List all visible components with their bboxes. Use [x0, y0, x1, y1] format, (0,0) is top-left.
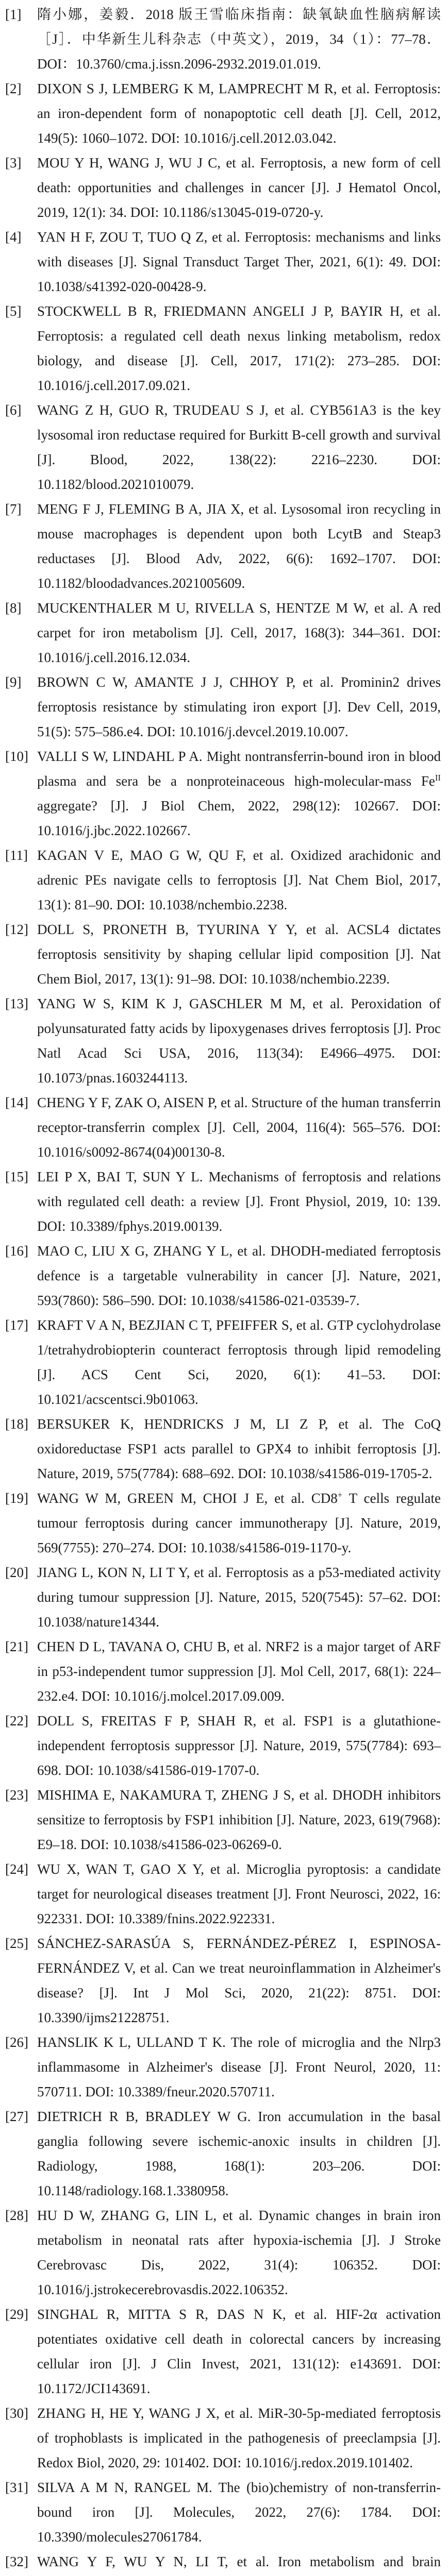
reference-item	[0, 2302, 441, 2401]
reference-text: YANG W S, KIM K J, GASCHLER M M, et al. Peroxidation of polyunsaturated fatty acids by lipoxygenases drives ferroptosis [J]. Proc Natl Acad Sci USA, 2016, 113(34): E4966–4975. DOI: 10.1073/pnas.1603244113.	[37, 996, 441, 1086]
reference-item	[0, 596, 441, 670]
reference-item	[0, 2401, 441, 2475]
reference-number: [4]	[5, 229, 22, 245]
reference-text: MAO C, LIU X G, ZHANG Y L, et al. DHODH-mediated ferroptosis defence is a targetable vulnerability in cancer [J]. Nature, 2021, 593(7860): 586–590. DOI: 10.1038/s41586-021-03539-7.	[37, 1243, 441, 1308]
reference-number: [18]	[5, 1416, 28, 1432]
reference-item	[0, 1313, 441, 1412]
reference-text: SILVA A M N, RANGEL M. The (bio)chemistry of non-transferrin-bound iron [J]. Molecules, 2022, 27(6): 1784. DOI: 10.3390/molecules27061784.	[37, 2480, 441, 2545]
reference-item	[0, 76, 441, 150]
reference-number: [20]	[5, 1565, 28, 1580]
reference-number: [7]	[5, 501, 22, 517]
reference-item	[0, 1486, 441, 1560]
reference-number: [31]	[5, 2480, 28, 2495]
reference-text: 隋小娜，姜毅．2018 版王雪临床指南：缺氧缺血性脑病解读［J］．中华新生儿科杂志（中英文），2019，34（1）：77–78．DOI：10.3760/cma.j.issn.2096-2932.2019.01.019.	[37, 7, 441, 72]
reference-number: [26]	[5, 2035, 28, 2050]
reference-number: [6]	[5, 402, 22, 418]
reference-text: MISHIMA E, NAKAMURA T, ZHENG J S, et al. DHODH inhibitors sensitize to ferroptosis by FSP1 inhibition [J]. Nature, 2023, 619(7968): E9–18. DOI: 10.1038/s41586-023-06269-0.	[37, 1787, 441, 1852]
reference-item	[0, 150, 441, 225]
reference-text: DIXON S J, LEMBERG K M, LAMPRECHT M R, et al. Ferroptosis: an iron-dependent form of nonapoptotic cell death [J]. Cell, 2012, 149(5): 1060–1072. DOI: 10.1016/j.cell.2012.03.042.	[37, 81, 441, 146]
reference-text: BROWN C W, AMANTE J J, CHHOY P, et al. Prominin2 drives ferroptosis resistance by stimulating iron export [J]. Dev Cell, 2019, 51(5): 575–586.e4. DOI: 10.1016/j.devcel.2019.10.007.	[37, 674, 441, 739]
reference-number: [14]	[5, 1095, 28, 1110]
reference-number: [3]	[5, 155, 22, 171]
reference-text: DIETRICH R B, BRADLEY W G. Iron accumulation in the basal ganglia following severe ischemic-anoxic insults in children [J]. Radiology, 1988, 168(1): 203–206. DOI: 10.1148/radiology.168.1.3380958.	[37, 2109, 441, 2198]
reference-text: MUCKENTHALER M U, RIVELLA S, HENTZE M W, et al. A red carpet for iron metabolism [J]. Cell, 2017, 168(3): 344–361. DOI: 10.1016/j.cell.2016.12.034.	[37, 600, 441, 665]
reference-item	[0, 497, 441, 596]
reference-text: WANG Y F, WU Y N, LI T, et al. Iron metabolism and brain	[37, 2554, 441, 2569]
reference-item	[0, 670, 441, 744]
reference-text: SÁNCHEZ-SARASÚA S, FERNÁNDEZ-PÉREZ I, ESPINOSA-FERNÁNDEZ V, et al. Can we treat neuroinflammation in Alzheimer's disease? [J]. Int J Mol Sci, 2020, 21(22): 8751. DOI: 10.3390/ijms21228751.	[37, 1936, 441, 2025]
reference-number: [32]	[5, 2554, 28, 2569]
reference-number: [29]	[5, 2307, 28, 2322]
reference-text: LEI P X, BAI T, SUN Y L. Mechanisms of ferroptosis and relations with regulated cell death: a review [J]. Front Physiol, 2019, 10: 139. DOI: 10.3389/fphys.2019.00139.	[37, 1169, 441, 1234]
reference-text-part: VALLI S W, LINDAHL P A. Might nontransferrin-bound iron in blood plasma and sera be a nonproteinaceous high-molecular-mass Fe	[37, 749, 441, 789]
reference-text: YAN H F, ZOU T, TUO Q Z, et al. Ferroptosis: mechanisms and links with diseases [J]. Signal Transduct Target Ther, 2021, 6(1): 49. DOI: 10.1038/s41392-020-00428-9.	[37, 229, 441, 294]
reference-number: [23]	[5, 1787, 28, 1803]
reference-item	[0, 1783, 441, 1857]
reference-text-part: WANG W M, GREEN M, CHOI J E, et al. CD8	[37, 1490, 338, 1506]
reference-text-part: T cells regulate tumour ferroptosis during cancer immunotherapy [J]. Nature, 2019, 569(7755): 270–274. DOI: 10.1038/s41586-019-1170-y.	[37, 1490, 441, 1555]
reference-number: [24]	[5, 1861, 28, 1877]
reference-item	[0, 1708, 441, 1783]
reference-number: [16]	[5, 1243, 28, 1259]
reference-item	[0, 2030, 441, 2104]
reference-number: [22]	[5, 1713, 28, 1728]
reference-text: DOLL S, PRONETH B, TYURINA Y Y, et al. ACSL4 dictates ferroptosis sensitivity by shaping cellular lipid composition [J]. Nat Chem Biol, 2017, 13(1): 91–98. DOI: 10.1038/nchembio.2239.	[37, 922, 441, 987]
reference-text: JIANG L, KON N, LI T Y, et al. Ferroptosis as a p53-mediated activity during tumour suppression [J]. Nature, 2015, 520(7545): 57–62. DOI: 10.1038/nature14344.	[37, 1565, 441, 1630]
reference-text: HU D W, ZHANG G, LIN L, et al. Dynamic changes in brain iron metabolism in neonatal rats after hypoxia-ischemia [J]. J Stroke Cerebrovasc Dis, 2022, 31(4): 106352. DOI: 10.1016/j.jstrokecerebrovasdis.2022.106352.	[37, 2208, 441, 2297]
reference-item	[0, 917, 441, 991]
reference-text: HANSLIK K L, ULLAND T K. The role of microglia and the Nlrp3 inflammasome in Alzheimer's disease [J]. Front Neurol, 2020, 11: 570711. DOI: 10.3389/fneur.2020.570711.	[37, 2035, 441, 2099]
reference-text	[37, 1486, 441, 1560]
reference-number: [8]	[5, 600, 22, 616]
reference-number: [17]	[5, 1317, 28, 1333]
reference-item	[0, 398, 441, 497]
reference-item	[0, 2104, 441, 2203]
reference-number: [1]	[5, 7, 22, 22]
reference-text: SINGHAL R, MITTA S R, DAS N K, et al. HIF-2α activation potentiates oxidative cell death in colorectal cancers by increasing cellular iron [J]. J Clin Invest, 2021, 131(12): e143691. DOI: 10.1172/JCI143691.	[37, 2307, 441, 2396]
reference-number: [27]	[5, 2109, 28, 2124]
reference-text: DOLL S, FREITAS F P, SHAH R, et al. FSP1 is a glutathione-independent ferroptosis suppressor [J]. Nature, 2019, 575(7784): 693–698. DOI: 10.1038/s41586-019-1707-0.	[37, 1713, 441, 1778]
reference-item	[0, 2549, 441, 2576]
reference-number: [11]	[5, 848, 28, 863]
reference-number: [9]	[5, 674, 22, 690]
reference-text	[37, 744, 441, 843]
reference-item	[0, 1560, 441, 1634]
reference-number: [25]	[5, 1936, 28, 1951]
reference-text-part: aggregate? [J]. J Biol Chem, 2022, 298(12): 102667. DOI: 10.1016/j.jbc.2022.102667.	[37, 798, 441, 838]
reference-number: [10]	[5, 749, 28, 764]
reference-text: WU X, WAN T, GAO X Y, et al. Microglia pyroptosis: a candidate target for neurological diseases treatment [J]. Front Neurosci, 2022, 16: 922331. DOI: 10.3389/fnins.2022.922331.	[37, 1861, 441, 1926]
superscript: +	[337, 1490, 343, 1500]
reference-text: CHENG Y F, ZAK O, AISEN P, et al. Structure of the human transferrin receptor-transferrin complex [J]. Cell, 2004, 116(4): 565–576. DOI: 10.1016/s0092-8674(04)00130-8.	[37, 1095, 441, 1160]
reference-number: [19]	[5, 1490, 28, 1506]
reference-number: [13]	[5, 996, 28, 1011]
reference-text: MENG F J, FLEMING B A, JIA X, et al. Lysosomal iron recycling in mouse macrophages is dependent upon both LcytB and Steap3 reductases [J]. Blood Adv, 2022, 6(6): 1692–1707. DOI: 10.1182/bloodadvances.2021005609.	[37, 501, 441, 591]
reference-text: KRAFT V A N, BEZJIAN C T, PFEIFFER S, et al. GTP cyclohydrolase 1/tetrahydrobiopterin counteract ferroptosis through lipid remodeling [J]. ACS Cent Sci, 2020, 6(1): 41–53. DOI: 10.1021/acscentsci.9b01063.	[37, 1317, 441, 1407]
reference-number: [12]	[5, 922, 28, 937]
reference-item	[0, 1634, 441, 1708]
reference-number: [5]	[5, 303, 22, 319]
reference-text: STOCKWELL B R, FRIEDMANN ANGELI J P, BAYIR H, et al. Ferroptosis: a regulated cell death nexus linking metabolism, redox biology, and disease [J]. Cell, 2017, 171(2): 273–285. DOI: 10.1016/j.cell.2017.09.021.	[37, 303, 441, 393]
reference-number: [28]	[5, 2208, 28, 2223]
reference-item	[0, 1239, 441, 1313]
reference-text: BERSUKER K, HENDRICKS J M, LI Z P, et al. The CoQ oxidoreductase FSP1 acts parallel to GPX4 to inhibit ferroptosis [J]. Nature, 2019, 575(7784): 688–692. DOI: 10.1038/s41586-019-1705-2.	[37, 1416, 441, 1481]
reference-item	[0, 1931, 441, 2030]
reference-item	[0, 2475, 441, 2549]
reference-item	[0, 299, 441, 398]
reference-number: [21]	[5, 1639, 28, 1654]
reference-text: KAGAN V E, MAO G W, QU F, et al. Oxidized arachidonic and adrenic PEs navigate cells to ferroptosis [J]. Nat Chem Biol, 2017, 13(1): 81–90. DOI: 10.1038/nchembio.2238.	[37, 848, 441, 912]
reference-number: [2]	[5, 81, 22, 96]
reference-item	[0, 225, 441, 299]
reference-item	[0, 991, 441, 1090]
reference-item	[0, 1857, 441, 1931]
reference-text: ZHANG H, HE Y, WANG J X, et al. MiR-30-5p-mediated ferroptosis of trophoblasts is implicated in the pathogenesis of preeclampsia [J]. Redox Biol, 2020, 29: 101402. DOI: 10.1016/j.redox.2019.101402.	[37, 2405, 441, 2470]
reference-item	[0, 744, 441, 843]
reference-number: [30]	[5, 2405, 28, 2421]
reference-text: MOU Y H, WANG J, WU J C, et al. Ferroptosis, a new form of cell death: opportunities and challenges in cancer [J]. J Hematol Oncol, 2019, 12(1): 34. DOI: 10.1186/s13045-019-0720-y.	[37, 155, 441, 220]
reference-item	[0, 1090, 441, 1164]
reference-text: WANG Z H, GUO R, TRUDEAU S J, et al. CYB561A3 is the key lysosomal iron reductase required for Burkitt B-cell growth and survival [J]. Blood, 2022, 138(22): 2216–2230. DOI: 10.1182/blood.2021010079.	[37, 402, 441, 492]
reference-number: [15]	[5, 1169, 28, 1184]
reference-item	[0, 843, 441, 917]
reference-item	[0, 1164, 441, 1239]
superscript: II	[435, 773, 441, 783]
reference-item	[0, 2, 441, 76]
reference-item	[0, 1412, 441, 1486]
reference-item	[0, 2203, 441, 2302]
reference-text: CHEN D L, TAVANA O, CHU B, et al. NRF2 is a major target of ARF in p53-independent tumor suppression [J]. Mol Cell, 2017, 68(1): 224–232.e4. DOI: 10.1016/j.molcel.2017.09.009.	[37, 1639, 441, 1704]
